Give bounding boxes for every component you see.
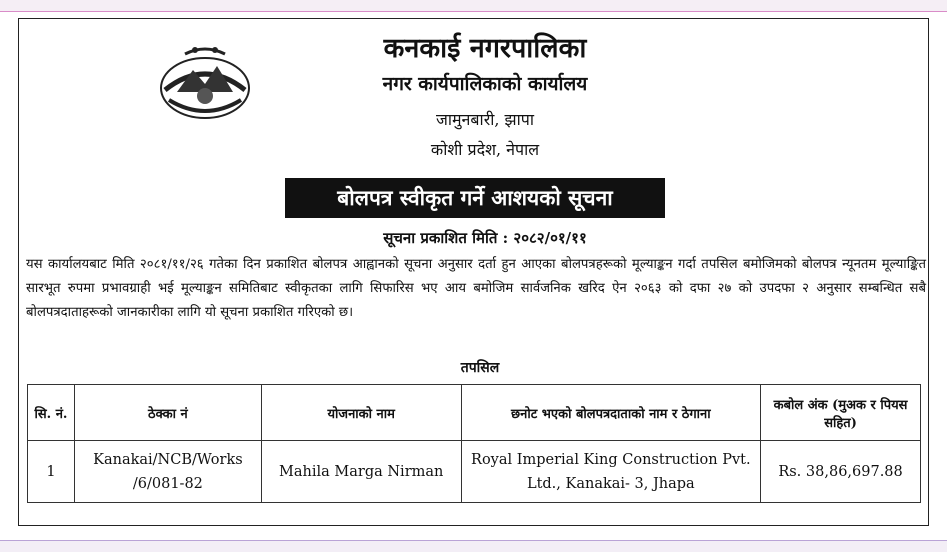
cell-project-name: Mahila Marga Nirman [261, 441, 461, 503]
header-sn: सि. नं. [28, 385, 75, 441]
org-name: कनकाई नगरपालिका [383, 33, 587, 64]
table-row [28, 441, 921, 503]
cell-contract-no: Kanakai/NCB/Works /6/081-82 [74, 441, 261, 503]
details-label: तपसिल [460, 360, 500, 376]
address-line-1: जामुनबारी, झापा [435, 110, 535, 129]
address-line-2: कोशी प्रदेश, नेपाल [430, 140, 540, 159]
header-bid-amount: कबोल अंक (मुअक र पियस सहित) [761, 385, 921, 441]
header-project-name: योजनाको नाम [261, 385, 461, 441]
bottom-band [0, 540, 947, 552]
table-header-row [28, 385, 921, 441]
published-date: सूचना प्रकाशित मिति : २०८२/०१/११ [383, 229, 587, 247]
bid-table [27, 384, 921, 503]
header-contract-no: ठेक्का नं [74, 385, 261, 441]
cell-bid-amount: Rs. 38,86,697.88 [761, 441, 921, 503]
office-name: नगर कार्यपालिकाको कार्यालय [382, 73, 588, 95]
nepal-emblem-icon [155, 40, 255, 122]
top-band [0, 0, 947, 12]
header-bidder: छनोट भएको बोलपत्रदाताको नाम र ठेगाना [461, 385, 761, 441]
notice-body: यस कार्यालयबाट मिति २०८१/११/२६ गतेका दिन प्रकाशित बोलपत्र आह्वानको सूचना अनुसार दर्ता हुन आएका बोलपत्रहरूको मूल्याङ्कन गर्दा तपसिल बमोजिमको बोलपत्र न्यूनतम मूल्याङ्कित सारभूत रुपमा प्रभावग्राही भई मूल्याङ्कन समितिबाट स्वीकृतका लागि सिफारिस भए आय बमोजिम सार्वजनिक खरिद ऐन २०६३ को दफा २७ को उपदफा २ अनुसार सम्बन्धित सबै बोलपत्रदाताहरूको जानकारीका लागि यो सूचना प्रकाशित गरिएको छ। [26, 257, 926, 320]
cell-bidder: Royal Imperial King Construction Pvt. Ltd., Kanakai- 3, Jhapa [461, 441, 761, 503]
cell-sn: 1 [28, 441, 75, 503]
notice-title: बोलपत्र स्वीकृत गर्ने आशयको सूचना [285, 178, 665, 218]
